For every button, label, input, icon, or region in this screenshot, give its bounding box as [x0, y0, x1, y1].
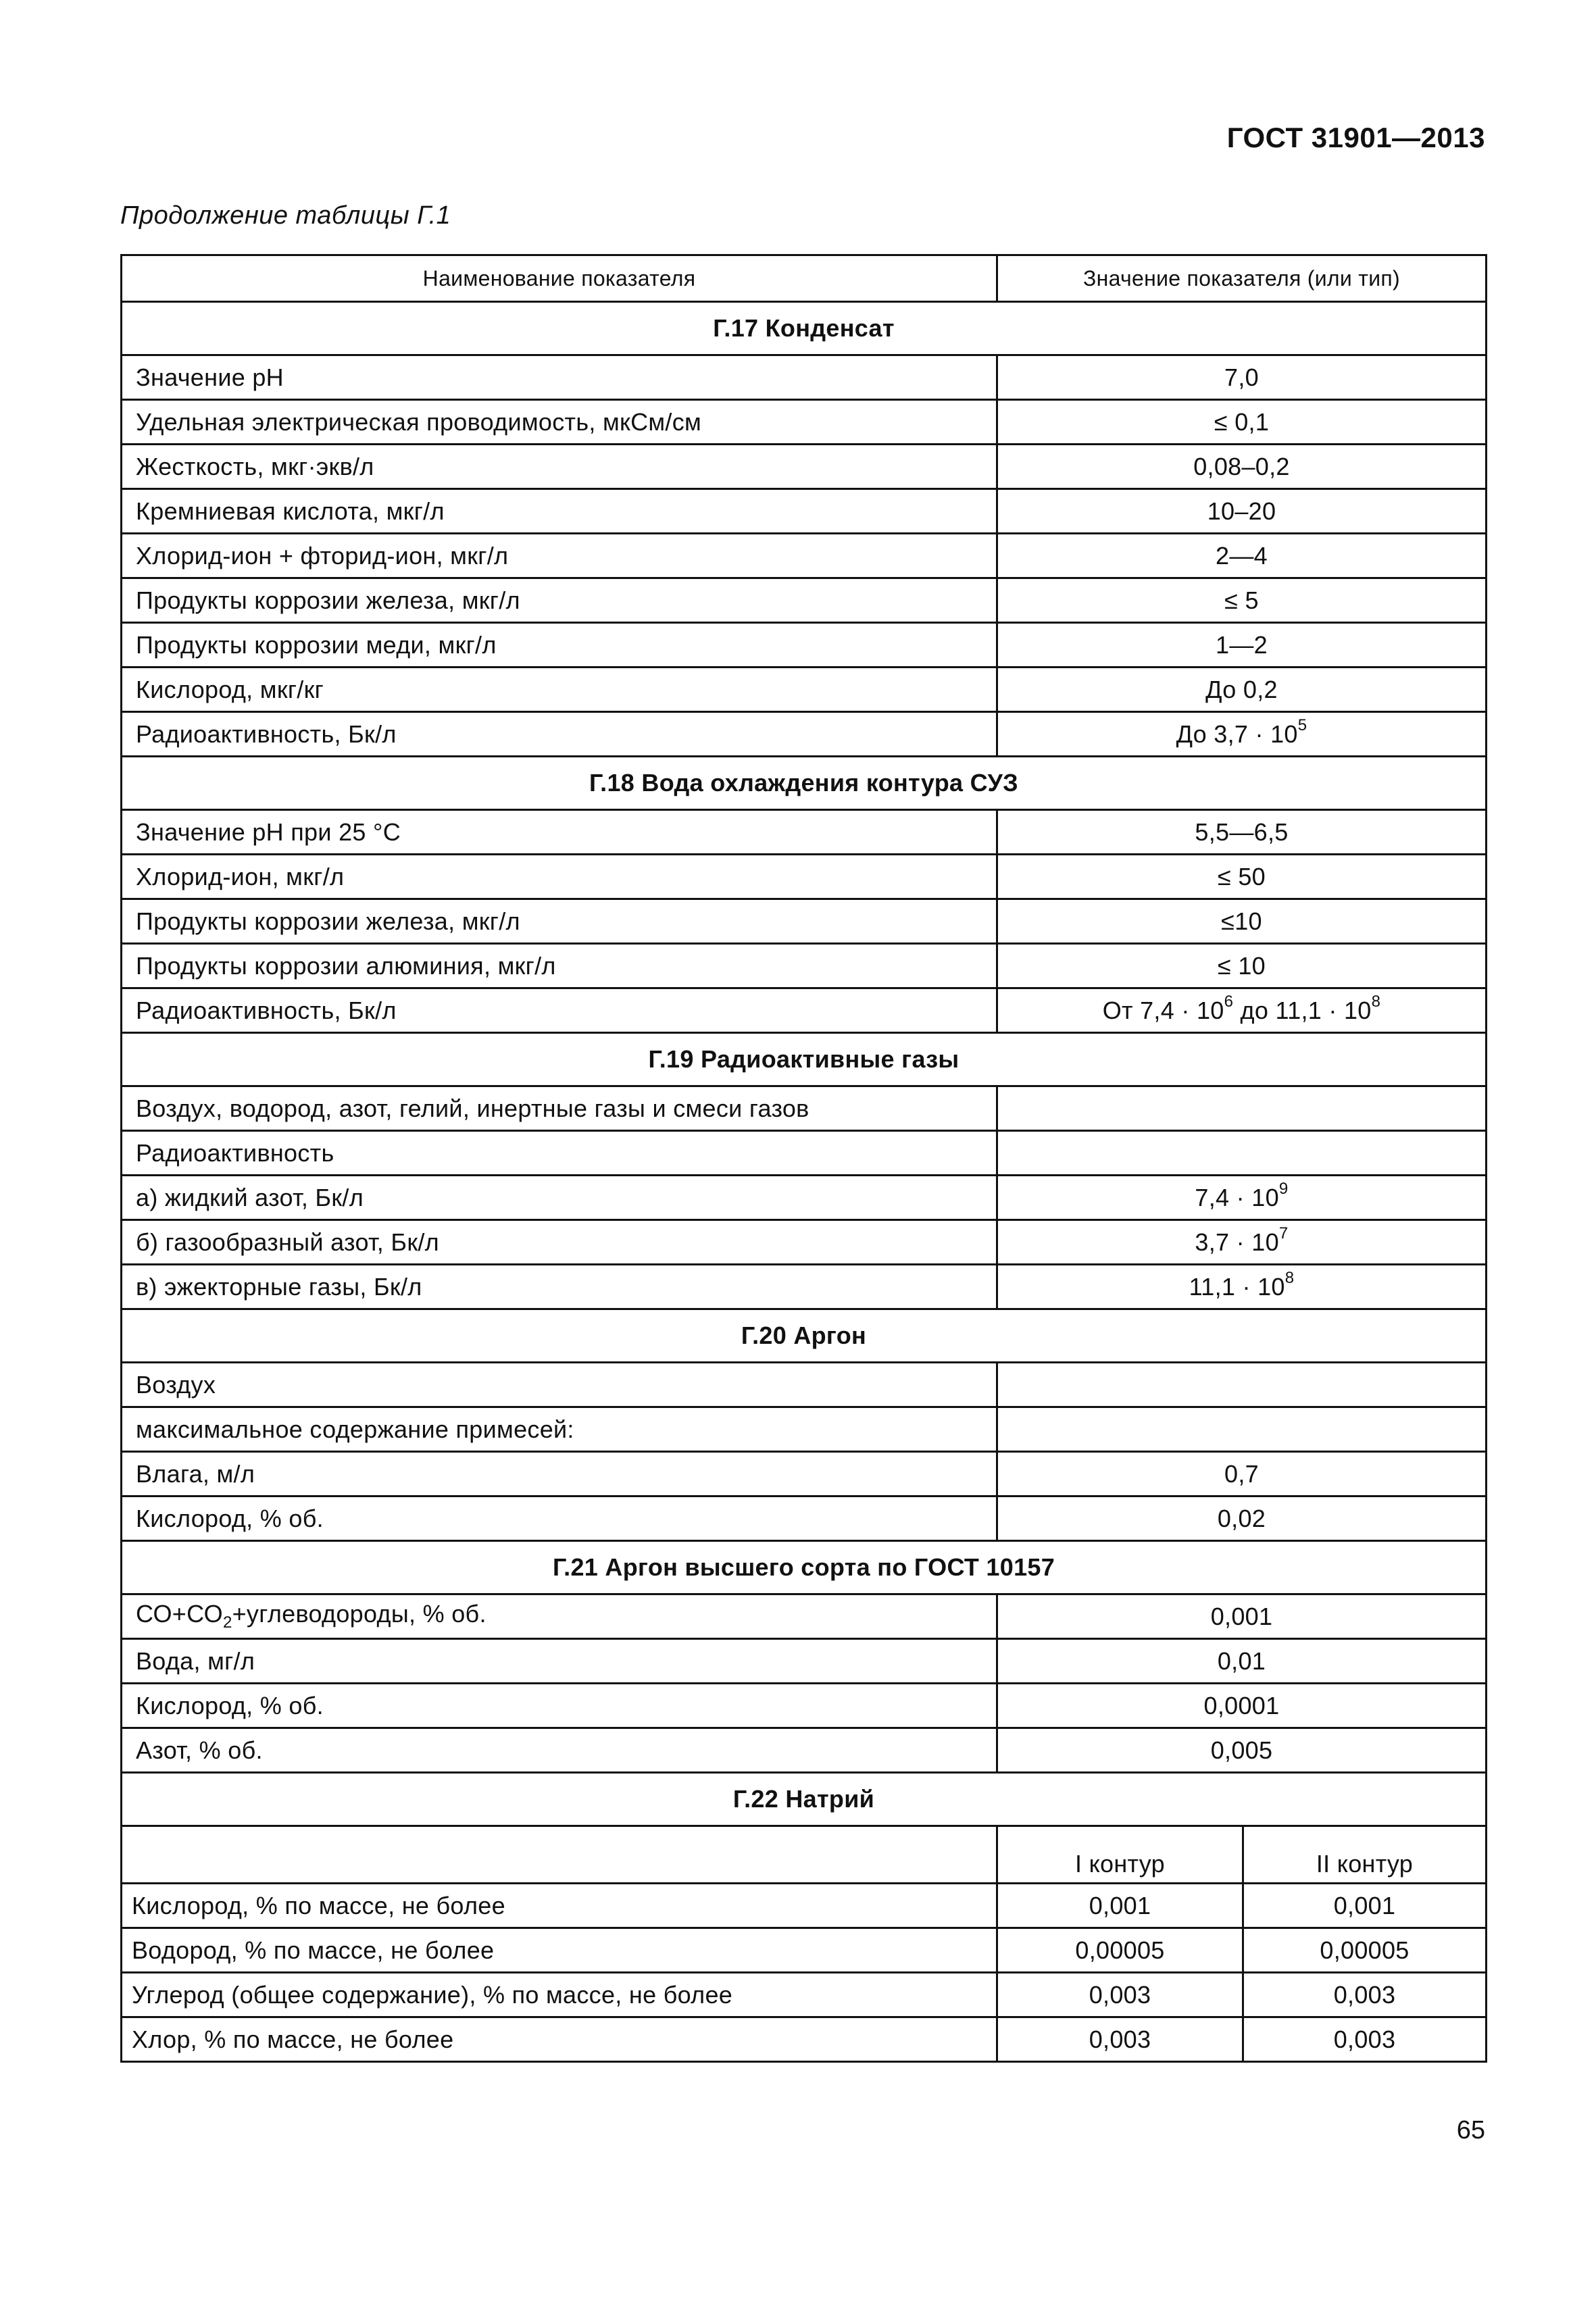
value-exponent: 5 [1297, 715, 1307, 734]
value-base: До 3,7 · 10 [1176, 720, 1298, 748]
section-title: Г.18 Вода охлаждения контура СУЗ [122, 757, 1487, 810]
parameter-name: Радиоактивность [122, 1131, 997, 1176]
parameter-name: Продукты коррозии меди, мкг/л [122, 623, 997, 668]
parameter-name: максимальное содержание примесей: [122, 1407, 997, 1452]
section-row [122, 757, 1487, 810]
parameter-name: Воздух, водород, азот, гелий, инертные газы и смеси газов [122, 1086, 997, 1131]
parameter-value: ≤ 5 [997, 578, 1487, 623]
table-row [122, 810, 1487, 855]
section-row [122, 1773, 1487, 1826]
table-row [122, 712, 1487, 757]
table-row [122, 2017, 1487, 2062]
section-title: Г.22 Натрий [122, 1773, 1487, 1826]
table-header-row [122, 255, 1487, 302]
table-row [122, 355, 1487, 400]
value-from-exponent: 6 [1224, 992, 1234, 1011]
co-text: СО+СО [136, 1600, 223, 1628]
parameter-name [122, 1594, 997, 1639]
circuit-1-value: 0,00005 [997, 1928, 1243, 1973]
parameter-name: Кислород, % по массе, не более [122, 1884, 997, 1928]
section-title: Г.20 Аргон [122, 1309, 1487, 1363]
table-row [122, 445, 1487, 489]
value-base: 7,4 · 10 [1195, 1183, 1279, 1211]
table-row [122, 1684, 1487, 1728]
value-exponent: 8 [1285, 1268, 1295, 1287]
table-row [122, 1728, 1487, 1773]
parameter-name: Вода, мг/л [122, 1639, 997, 1684]
parameter-value [997, 1220, 1487, 1265]
parameter-name: Влага, м/л [122, 1452, 997, 1496]
header-value-cell: Значение показателя (или тип) [997, 255, 1487, 302]
table-row [122, 1363, 1487, 1407]
circuit-1-value: 0,003 [997, 1973, 1243, 2017]
page-number: 65 [1456, 2116, 1485, 2144]
parameter-name: а) жидкий азот, Бк/л [122, 1176, 997, 1220]
parameter-value: 7,0 [997, 355, 1487, 400]
section-title: Г.17 Конденсат [122, 302, 1487, 355]
parameter-name: Углерод (общее содержание), % по массе, не более [122, 1973, 997, 2017]
table-row [122, 1131, 1487, 1176]
parameter-name: Удельная электрическая проводимость, мкСм/см [122, 400, 997, 445]
parameter-value [997, 1265, 1487, 1309]
parameter-name: б) газообразный азот, Бк/л [122, 1220, 997, 1265]
parameter-value: 1—2 [997, 623, 1487, 668]
parameter-name: Радиоактивность, Бк/л [122, 988, 997, 1033]
parameter-name: Продукты коррозии алюминия, мкг/л [122, 944, 997, 988]
circuit-1-header: I контур [997, 1826, 1243, 1884]
parameter-value: 0,01 [997, 1639, 1487, 1684]
document-number-header: ГОСТ 31901—2013 [1226, 122, 1485, 153]
parameter-value [997, 1407, 1487, 1452]
parameter-name: Азот, % об. [122, 1728, 997, 1773]
parameter-name: Радиоактивность, Бк/л [122, 712, 997, 757]
table-caption: Продолжение таблицы Г.1 [120, 201, 451, 230]
parameter-value: 0,02 [997, 1496, 1487, 1541]
parameter-value: 0,005 [997, 1728, 1487, 1773]
parameter-name: Хлорид-ион, мкг/л [122, 855, 997, 899]
parameter-value [997, 1131, 1487, 1176]
parameter-name: Воздух [122, 1363, 997, 1407]
value-to-exponent: 8 [1371, 992, 1381, 1011]
circuit-1-value: 0,003 [997, 2017, 1243, 2062]
hydrocarbons-text: +углеводороды, % об. [232, 1600, 487, 1628]
parameter-name: в) эжекторные газы, Бк/л [122, 1265, 997, 1309]
parameter-value: 5,5—6,5 [997, 810, 1487, 855]
parameter-value: 2—4 [997, 534, 1487, 578]
parameter-value: ≤ 0,1 [997, 400, 1487, 445]
table-row [122, 1594, 1487, 1639]
table-row [122, 400, 1487, 445]
parameter-name: Значение pH [122, 355, 997, 400]
table-row [122, 534, 1487, 578]
parameter-value: ≤ 10 [997, 944, 1487, 988]
circuit-2-value: 0,003 [1243, 2017, 1487, 2062]
table-row [122, 1928, 1487, 1973]
parameter-value [997, 1363, 1487, 1407]
table-row [122, 1639, 1487, 1684]
table-row [122, 988, 1487, 1033]
empty-cell [122, 1826, 997, 1884]
parameter-value: ≤10 [997, 899, 1487, 944]
parameter-value: ≤ 50 [997, 855, 1487, 899]
table-row [122, 578, 1487, 623]
table-row [122, 1452, 1487, 1496]
table-row [122, 1086, 1487, 1131]
parameter-name: Кремниевая кислота, мкг/л [122, 489, 997, 534]
parameter-value: 0,7 [997, 1452, 1487, 1496]
value-exponent: 7 [1278, 1224, 1289, 1242]
parameter-name: Кислород, % об. [122, 1496, 997, 1541]
table-row [122, 944, 1487, 988]
parameter-name: Хлорид-ион + фторид-ион, мкг/л [122, 534, 997, 578]
parameter-name: Кислород, мкг/кг [122, 668, 997, 712]
parameters-table [120, 254, 1487, 2063]
circuit-2-value: 0,001 [1243, 1884, 1487, 1928]
section-row [122, 1033, 1487, 1086]
parameter-name: Значение pH при 25 °С [122, 810, 997, 855]
parameter-name: Продукты коррозии железа, мкг/л [122, 899, 997, 944]
table-row [122, 668, 1487, 712]
circuit-2-value: 0,00005 [1243, 1928, 1487, 1973]
table-row [122, 1176, 1487, 1220]
parameter-name: Продукты коррозии железа, мкг/л [122, 578, 997, 623]
parameter-name: Водород, % по массе, не более [122, 1928, 997, 1973]
section-row [122, 1309, 1487, 1363]
value-exponent: 9 [1278, 1179, 1289, 1198]
header-name-cell: Наименование показателя [122, 255, 997, 302]
value-to-base: до 11,1 · 10 [1233, 996, 1372, 1024]
value-base: 3,7 · 10 [1195, 1228, 1279, 1256]
section-row [122, 302, 1487, 355]
parameter-name: Кислород, % об. [122, 1684, 997, 1728]
table-row [122, 1496, 1487, 1541]
section-title: Г.21 Аргон высшего сорта по ГОСТ 10157 [122, 1541, 1487, 1594]
parameter-value: 10–20 [997, 489, 1487, 534]
section-title: Г.19 Радиоактивные газы [122, 1033, 1487, 1086]
table-row [122, 1973, 1487, 2017]
table-row [122, 623, 1487, 668]
table-row [122, 1220, 1487, 1265]
table-row [122, 1265, 1487, 1309]
value-base: 11,1 · 10 [1189, 1272, 1285, 1301]
parameter-name: Хлор, % по массе, не более [122, 2017, 997, 2062]
parameter-value [997, 988, 1487, 1033]
parameter-name: Жесткость, мкг·экв/л [122, 445, 997, 489]
section-row [122, 1541, 1487, 1594]
parameter-value: До 0,2 [997, 668, 1487, 712]
parameter-value [997, 1176, 1487, 1220]
table-row [122, 855, 1487, 899]
table-row [122, 1884, 1487, 1928]
co2-subscript: 2 [222, 1613, 232, 1632]
circuit-1-value: 0,001 [997, 1884, 1243, 1928]
table-row [122, 1407, 1487, 1452]
parameter-value [997, 712, 1487, 757]
table-row [122, 899, 1487, 944]
parameter-value: 0,08–0,2 [997, 445, 1487, 489]
circuit-2-value: 0,003 [1243, 1973, 1487, 2017]
parameter-value: 0,001 [997, 1594, 1487, 1639]
parameter-value: 0,0001 [997, 1684, 1487, 1728]
parameter-value [997, 1086, 1487, 1131]
circuit-2-header: II контур [1243, 1826, 1487, 1884]
value-from-base: От 7,4 · 10 [1102, 996, 1224, 1024]
circuit-header-row [122, 1826, 1487, 1884]
table-row [122, 489, 1487, 534]
